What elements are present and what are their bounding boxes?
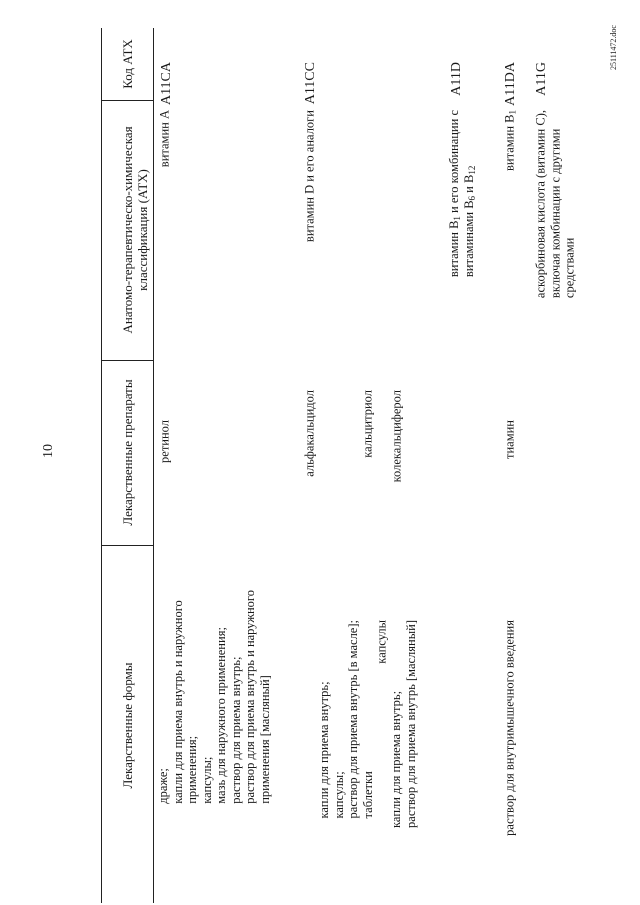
code-a11ca: A11CA (159, 62, 174, 106)
atc-a11d: витамин $B_1$ и его комбинации с витаминами $B_6$ и $B_{12}$ (447, 110, 477, 278)
header-forms: Лекарственные формы (120, 662, 135, 789)
atc-a11g: аскорбиновая кислота (витамин С), включая комбинации с другими средствами (533, 110, 577, 299)
code-a11da: A11DA (503, 62, 518, 106)
forms-colecalciferol: капли для приема внутрь; раствор для приема внутрь [масляный] (389, 620, 418, 828)
drug-retinol: ретинол (157, 420, 172, 463)
drug-colecalciferol: колекальциферол (389, 390, 404, 483)
drug-thiamine: тиамин (502, 420, 517, 459)
col-divider-2 (101, 360, 154, 361)
col-divider-3 (101, 545, 154, 546)
forms-thiamine: раствор для внутримышечного введения (502, 620, 517, 836)
code-a11d: A11D (449, 62, 464, 96)
doc-footer: 25111472.doc (609, 25, 618, 70)
table-top-border (101, 28, 102, 903)
header-code: Код АТХ (120, 39, 135, 89)
forms-retinol: драже; капли для приема внутрь и наружного применения; капсулы; мазь для наружного применения; раствор для приема внутрь; раствор для приема внутрь и наружного применения [масляный] (156, 590, 272, 804)
header-drugs: Лекарственные препараты (120, 379, 135, 526)
atc-a11da: витамин $B_1$ (502, 110, 518, 172)
drug-calcitriol: кальцитриол (360, 390, 375, 458)
drug-alfacalcidol: альфакальцидол (302, 390, 317, 477)
header-bottom-border (153, 28, 154, 903)
forms-calcitriol-text: капсулы (374, 620, 389, 664)
forms-alfacalcidol: капли для приема внутрь; капсулы; раствор для приема внутрь [в масле]; таблетки (317, 620, 375, 819)
atc-a11cc: витамин D и его аналоги (302, 110, 317, 243)
code-a11g: A11G (534, 62, 549, 96)
header-atc: Анатомо-терапевтическо-химическая классификация (АТХ) (120, 126, 150, 334)
atc-a11ca: витамин А (157, 110, 172, 168)
code-a11cc: A11CC (303, 62, 318, 105)
col-divider-1 (101, 100, 154, 101)
page-number: 10 (41, 444, 56, 458)
